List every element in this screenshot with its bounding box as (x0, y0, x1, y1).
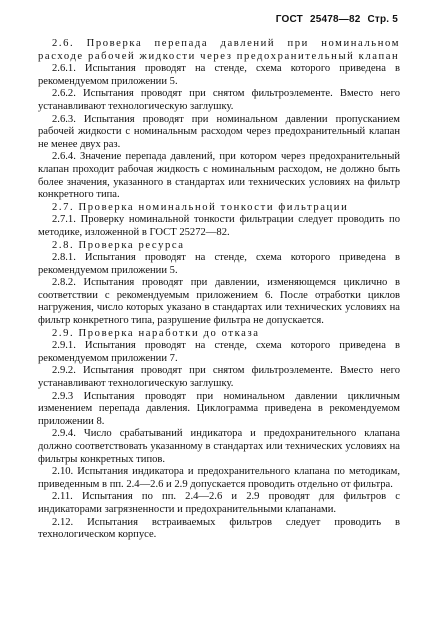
paragraph-2-9-1: 2.9.1. Испытания проводят на стенде, схема которого приведена в рекомендуемом приложении 7. (38, 340, 400, 364)
paragraph-2-9-4: 2.9.4. Число срабатываний индикатора и предохранительного клапана должно соответствовать указанному в стандартах или технических условиях на фильтры конкретных типов. (38, 428, 400, 465)
section-heading-2-9: 2.9. Проверка наработки до отказа (52, 327, 260, 339)
document-body (38, 38, 400, 542)
page-number: Стр. 5 (367, 14, 398, 25)
gost-label: ГОСТ (275, 14, 303, 25)
paragraph-2-6-4: 2.6.4. Значение перепада давлений, при котором через предохранительный клапан проходит рабочая жидкость с номинальным расходом, не должно быть более значения, указанного в стандартах или технических условиях на фильтр конкретного типа. (38, 151, 400, 201)
paragraph-2-6-1: 2.6.1. Испытания проводят на стенде, схема которого приведена в рекомендуемом приложении 5. (38, 63, 400, 87)
paragraph-2-6-3: 2.6.3. Испытания проводят при номинальном давлении пропусканием рабочей жидкости с номинальным расходом через предохранительный клапан не менее двух раз. (38, 113, 400, 150)
paragraph-2-7-1: 2.7.1. Проверку номинальной тонкости фильтрации следует проводить по методике, изложенной в ГОСТ 25272—82. (38, 214, 400, 238)
paragraph-2-8-2: 2.8.2. Испытания проводят при давлении, изменяющемся циклично в соответствии с рекомендуемым приложением 6. После отработки циклов нагружения, число которых указано в стандартах или технических условиях на фильтр конкретного типа, разрушение фильтра не допускается. (38, 277, 400, 327)
paragraph-2-10: 2.10. Испытания индикатора и предохранительного клапана по методикам, приведенным в пп. 2.4—2.6 и 2.9 допускается проводить отдельно от фильтра. (38, 466, 400, 490)
page-header (272, 14, 398, 25)
paragraph-2-9-2: 2.9.2. Испытания проводят при снятом фильтроэлементе. Вместо него устанавливают технологическую заглушку. (38, 365, 400, 390)
paragraph-2-9-3: 2.9.3 Испытания проводят при номинальном давлении цикличным изменением перепада давления. Циклограмма приведена в рекомендуемом приложении 8. (38, 390, 400, 427)
paragraph-2-11: 2.11. Испытания по пп. 2.4—2.6 и 2.9 проводят для фильтров с индикаторами загрязненности и предохранительными клапанами. (38, 491, 400, 515)
paragraph-2-6-2: 2.6.2. Испытания проводят при снятом фильтроэлементе. Вместо него устанавливают технологическую заглушку. (38, 88, 400, 112)
standard-number: 25478—82 (309, 14, 361, 25)
paragraph-2-12: 2.12. Испытания встраиваемых фильтров следует проводить в технологическом корпусе. (38, 516, 400, 541)
section-heading-2-7: 2.7. Проверка номинальной тонкости фильтрации (52, 201, 349, 213)
section-heading-2-6: 2.6. Проверка перепада давлений при номинальном расходе рабочей жидкости через предохранительный клапан (38, 38, 400, 62)
section-heading-2-8: 2.8. Проверка ресурса (52, 239, 185, 251)
paragraph-2-8-1: 2.8.1. Испытания проводят на стенде, схема которого приведена в рекомендуемом приложении 5. (38, 252, 400, 276)
